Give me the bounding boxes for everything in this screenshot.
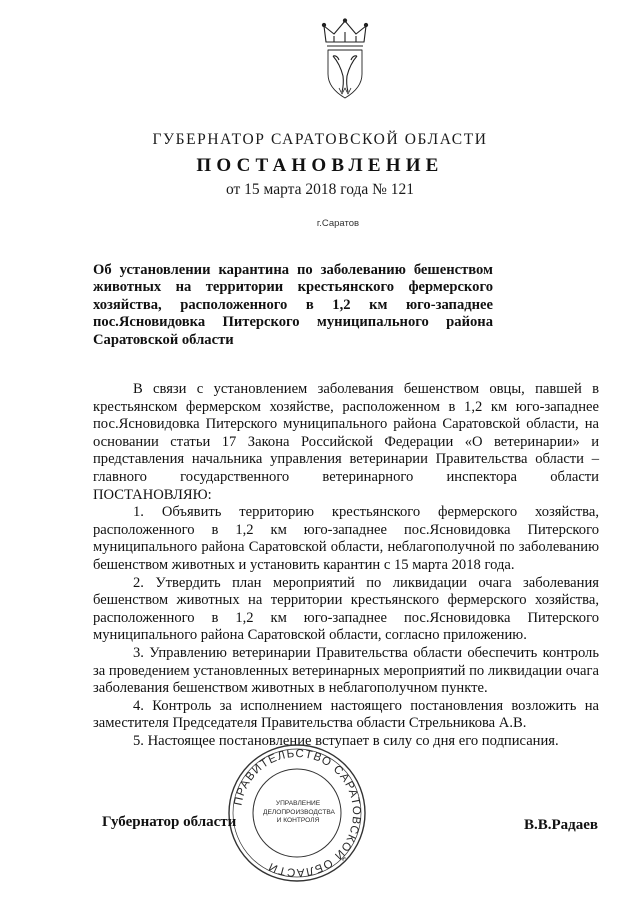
stamp-center-line: УПРАВЛЕНИЕ (275, 800, 321, 807)
clause-paragraph-5: 5. Настоящее постановление вступает в силу со дня его подписания. (133, 732, 559, 749)
stamp-center-line: ДЕЛОПРОИЗВОДСТВА (263, 808, 335, 816)
clause-paragraph-4: 4. Контроль за исполнением настоящего постановления возложить на заместителя Председателя Правительства области Стрельникова А.В. (93, 697, 599, 732)
stamp-ring-text: ПРАВИТЕЛЬСТВО САРАТОВСКОЙ ОБЛАСТИ (232, 747, 363, 879)
clause-paragraph-1: 1. Объявить территорию крестьянского фермерского хозяйства, расположенного в 1,2 км юго-западнее пос.Ясновидовка Питерского муниципального района Саратовской области, неблагополучной по заболеванию бешенством животных и установить карантин с 15 марта 2018 года. (93, 504, 599, 573)
signatory-position: Губернатор области (102, 814, 237, 830)
clause-paragraph-2: 2. Утвердить план мероприятий по ликвидации очага заболевания бешенством животных на территории крестьянского фермерского хозяйства, расположенного в 1,2 км юго-западнее пос.Ясновидовка Питерского муниципального района Саратовской области, согласно приложению. (93, 574, 599, 644)
clause-paragraph-3: 3. Управлению ветеринарии Правительства области обеспечить контроль за проведением установленных ветеринарных мероприятий по ликвидации очага заболевания бешенством животных в неблагополучном пункте. (93, 644, 599, 697)
stamp-center-text (263, 800, 333, 826)
crest-emblem-icon (318, 18, 372, 104)
document-city: г.Саратов (316, 218, 360, 229)
issuer-heading: ГУБЕРНАТОР САРАТОВСКОЙ ОБЛАСТИ (152, 131, 488, 148)
preamble-paragraph: В связи с установлением заболевания бешенством овцы, павшей в крестьянском фермерском хозяйстве, расположенном в 1,2 км юго-западнее пос.Ясновидовка Питерского муниципального района Саратовской области, на основании статьи 17 Закона Российской Федерации «О ветеринарии» и представления начальника управления ветеринарии Правительства области – главного государственного ветеринарного инспектора области ПОСТАНОВЛЯЮ: (93, 381, 599, 503)
document-type-heading: ПОСТАНОВЛЕНИЕ (196, 155, 444, 176)
signatory-name: В.В.Радаев (523, 817, 598, 833)
document-body (93, 381, 599, 750)
document-date-number: от 15 марта 2018 года № 121 (225, 181, 415, 198)
document-title: Об установлении карантина по заболеванию бешенством животных на территории крестьянского фермерского хозяйства, расположенного в 1,2 км юго-западнее пос.Ясновидовка Питерского муниципального района Саратовской области (93, 262, 493, 348)
stamp-center-line: И КОНТРОЛЯ (276, 817, 320, 824)
